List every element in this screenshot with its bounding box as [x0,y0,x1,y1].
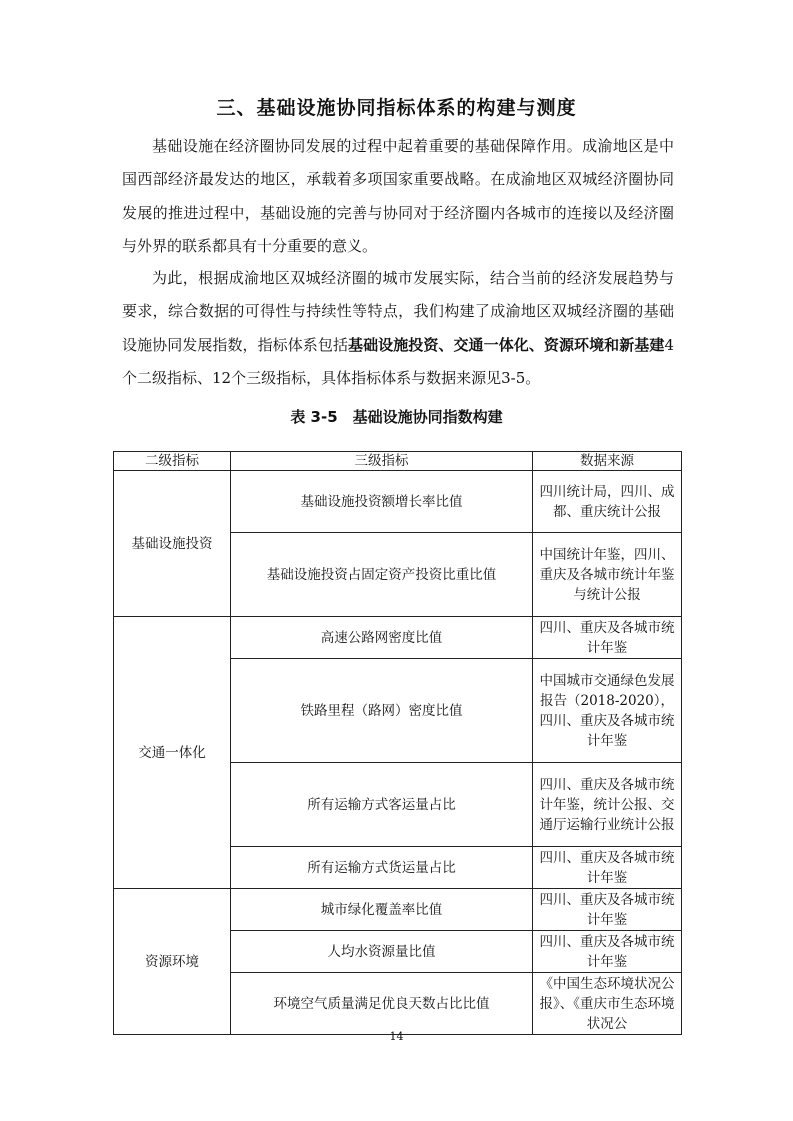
source-cell: 四川、重庆及各城市统计年鉴 [533,931,682,973]
indicator-cell: 高速公路网密度比值 [231,617,533,659]
section-heading: 三、基础设施协同指标体系的构建与测度 [216,97,577,119]
indicator-cell: 城市绿化覆盖率比值 [231,889,533,931]
source-cell: 《中国生态环境状况公报》、《重庆市生态环境状况公 [533,973,682,1035]
source-cell: 四川、重庆及各城市统计年鉴，统计公报、交通厅运输行业统计公报 [533,763,682,847]
indicator-cell: 基础设施投资占固定资产投资比重比值 [231,533,533,617]
paragraph-1: 基础设施在经济圈协同发展的过程中起着重要的基础保障作用。成渝地区是中国西部经济最发达的地区，承载着多项国家重要战略。在成渝地区双城经济圈协同发展的推进过程中，基础设施的完善与协同对于经济圈内各城市的连接以及经济圈与外界的联系都具有十分重要的意义。 [122,137,674,255]
source-cell: 中国统计年鉴，四川、重庆及各城市统计年鉴与统计公报 [533,533,682,617]
source-cell: 四川、重庆及各城市统计年鉴 [533,617,682,659]
paragraph-2 [122,262,674,395]
header-level3: 三级指标 [231,452,533,471]
table-row [114,471,682,533]
indicator-table [113,451,682,1035]
paragraph-2-bold-text: 基础设施投资、交通一体化、资源环境和新基建 [348,335,665,354]
indicator-cell: 基础设施投资额增长率比值 [231,471,533,533]
indicator-cell: 人均水资源量比值 [231,931,533,973]
group-cell: 资源环境 [114,889,231,1035]
table-caption: 表 3-5 基础设施协同指数构建 [290,408,503,426]
group-cell: 交通一体化 [114,617,231,889]
group-cell: 基础设施投资 [114,471,231,617]
header-level2: 二级指标 [114,452,231,471]
indicator-cell: 铁路里程（路网）密度比值 [231,659,533,763]
table-row [114,889,682,931]
source-cell: 中国城市交通绿色发展报告（2018-2020），四川、重庆及各城市统计年鉴 [533,659,682,763]
table-row [114,617,682,659]
source-cell: 四川统计局，四川、成都、重庆统计公报 [533,471,682,533]
page-number: 14 [389,1030,404,1043]
header-source: 数据来源 [533,452,682,471]
indicator-cell: 所有运输方式货运量占比 [231,847,533,889]
indicator-cell: 所有运输方式客运量占比 [231,763,533,847]
source-cell: 四川、重庆及各城市统计年鉴 [533,847,682,889]
paragraph-2-text-b: 4个二级指标、12个三级指标，具体指标体系与数据来源见3-5。 [122,335,674,387]
indicator-cell: 环境空气质量满足优良天数占比比值 [231,973,533,1035]
paragraph-2-text-a: 为此，根据成渝地区双城经济圈的城市发展实际，结合当前的经济发展趋势与要求，综合数据的可得性与持续性等特点，我们构建了成渝地区双城经济圈的基础设施协同发展指数，指标体系包括 [122,269,674,354]
table-header-row [114,452,682,471]
source-cell: 四川、重庆及各城市统计年鉴 [533,889,682,931]
